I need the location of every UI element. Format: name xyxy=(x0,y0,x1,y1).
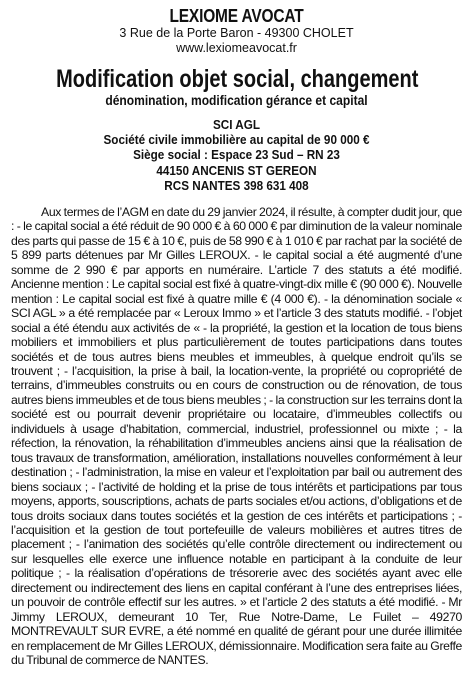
company-city: 44150 ANCENIS ST GEREON xyxy=(156,162,317,178)
company-type-capital: Société civile immobilière au capital de 90 000 € xyxy=(103,132,370,148)
firm-website: www.lexiomeavocat.fr xyxy=(176,41,297,55)
firm-name: LEXIOME AVOCAT xyxy=(169,6,304,26)
firm-header xyxy=(11,6,462,56)
notice-title: Modification objet social, changement xyxy=(56,65,419,93)
company-details xyxy=(11,117,462,193)
company-rcs: RCS NANTES 398 631 408 xyxy=(164,177,309,193)
company-registered-office: Siège social : Espace 23 Sud – RN 23 xyxy=(133,147,340,163)
firm-address: 3 Rue de la Porte Baron - 49300 CHOLET xyxy=(119,26,354,40)
notice-body: Aux termes de l’AGM en date du 29 janvier 2024, il résulte, à compter dudit jour, que : - le capital social a été réduit de 90 000 € à 60 000 € par diminution de la valeur nominale des parts qui passe de 15 € à 10 €, puis de 58 990 € à 1 010 € par rachat par la société de 5 899 parts détenues par Mr Gilles LEROUX. - le capital social a été augmenté d’une somme de 2 990 € par apports en numéraire. L’article 7 des statuts a été modifié. Ancienne mention : Le capital social est fixé à quatre-vingt-dix mille € (90 000 €). Nouvelle mention : Le capital social est fixé à quatre mille € (4 000 €). - la dénomination sociale « SCI AGL » a été remplacée par « Leroux Immo » et l’article 3 des statuts modifié. - l’objet social a été étendu aux activités de « - la propriété, la gestion et la location de tous biens mobiliers et immobiliers et plus particulièrement de toutes participations dans toutes sociétés et de tous autres biens meubles et immeubles, à quelque endroit qu’ils se trouvent ; - l’acquisition, la prise à bail, la location-vente, la propriété ou copropriété de terrains, d’immeubles construits ou en cours de construction ou de rénovation, de tous autres biens immeubles et de tous biens meubles ; - la construction sur les terrains dont la société est ou pourrait devenir propriétaire ou locataire, d’immeubles collectifs ou individuels à usage d’habitation, commercial, industriel, professionnel ou mixte ; - la réfection, la rénovation, la réhabilitation d’immeubles anciens ainsi que la réalisation de tous travaux de transformation, amélioration, installations nouvelles conformément à leur destination ; - l’administration, la mise en valeur et l’exploitation par bail ou autrement des biens sociaux ; - l’activité de holding et la prise de tous intérêts et participations par tous moyens, apports, souscriptions, achats de parts sociales et/ou actions, d’obligations et de tous droits sociaux dans toutes sociétés et la gestion de ces intérêts et participations ; - l’acquisition et la gestion de tout portefeuille de valeurs mobilières et autres titres de placement ; - l’animation des sociétés qu’elle contrôle directement ou indirectement ou sur lesquelles elle exerce une influence notable en participant à la conduite de leur politique ; - la réalisation d’opérations de trésorerie avec des sociétés ayant avec elle directement ou indirectement des liens en capital conférant à l’une des entreprises liées, un pouvoir de contrôle effectif sur les autres. » et l’article 2 des statuts a été modifié. - Mr Jimmy LEROUX, demeurant 10 Ter, Rue Notre-Dame, Le Fuilet – 49270 MONTREVAULT SUR EVRE, a été nommé en qualité de gérant pour une durée illimitée en remplacement de Mr Gilles LEROUX, démissionnaire. Modification sera faite au Greffe du Tribunal de commerce de NANTES. xyxy=(11,205,462,668)
notice-title-block xyxy=(11,66,462,109)
notice-subtitle: dénomination, modification gérance et capital xyxy=(105,92,368,108)
company-name: SCI AGL xyxy=(212,117,261,132)
